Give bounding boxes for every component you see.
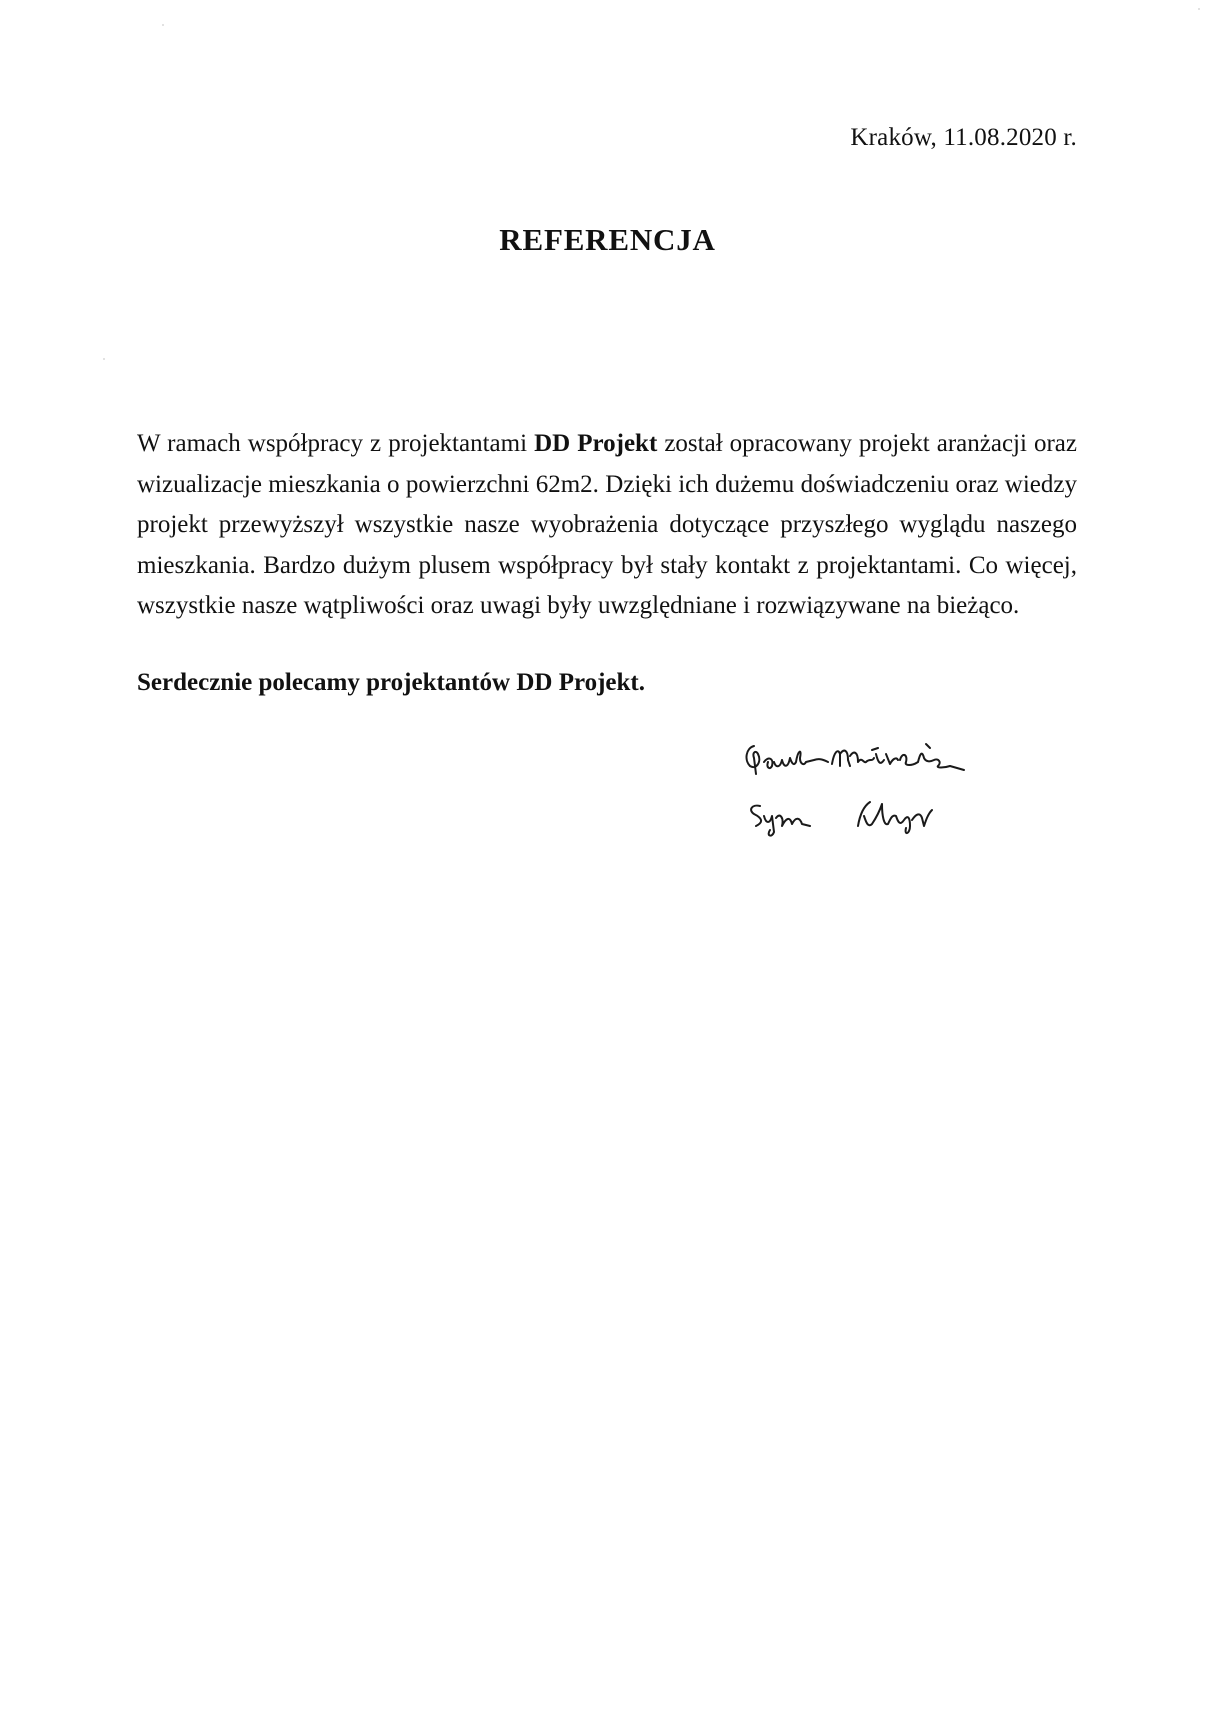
place-and-date: Kraków, 11.08.2020 r.	[850, 124, 1077, 151]
company-name: DD Projekt	[534, 430, 658, 457]
signature-2	[751, 802, 932, 836]
scan-speck	[162, 24, 164, 26]
paragraph-text-end: został opracowany projekt aranżacji oraz wizualizacje mieszkania o powierzchni 62m2. Dzięki ich dużemu doświadczeniu oraz wiedzy projekt przewyższył wszystkie nasze wyobrażenia dotyczące przyszłego wyglądu naszego mieszkania. Bardzo dużym plusem współpracy był stały kontakt z projektantami. Co więcej, wszystkie nasze wątpliwości oraz uwagi były uwzględniane i rozwiązywane na bieżąco.	[137, 430, 1077, 620]
document-title: REFERENCJA	[499, 222, 716, 257]
closing-recommendation: Serdecznie polecamy projektantów DD Projekt.	[137, 669, 646, 696]
signature-1	[747, 744, 964, 774]
handwritten-signatures	[740, 740, 1020, 850]
paragraph-text-start: W ramach współpracy z projektantami	[137, 430, 535, 457]
reference-paragraph	[137, 424, 1077, 627]
scan-speck	[1198, 8, 1200, 10]
scan-speck	[103, 358, 105, 360]
